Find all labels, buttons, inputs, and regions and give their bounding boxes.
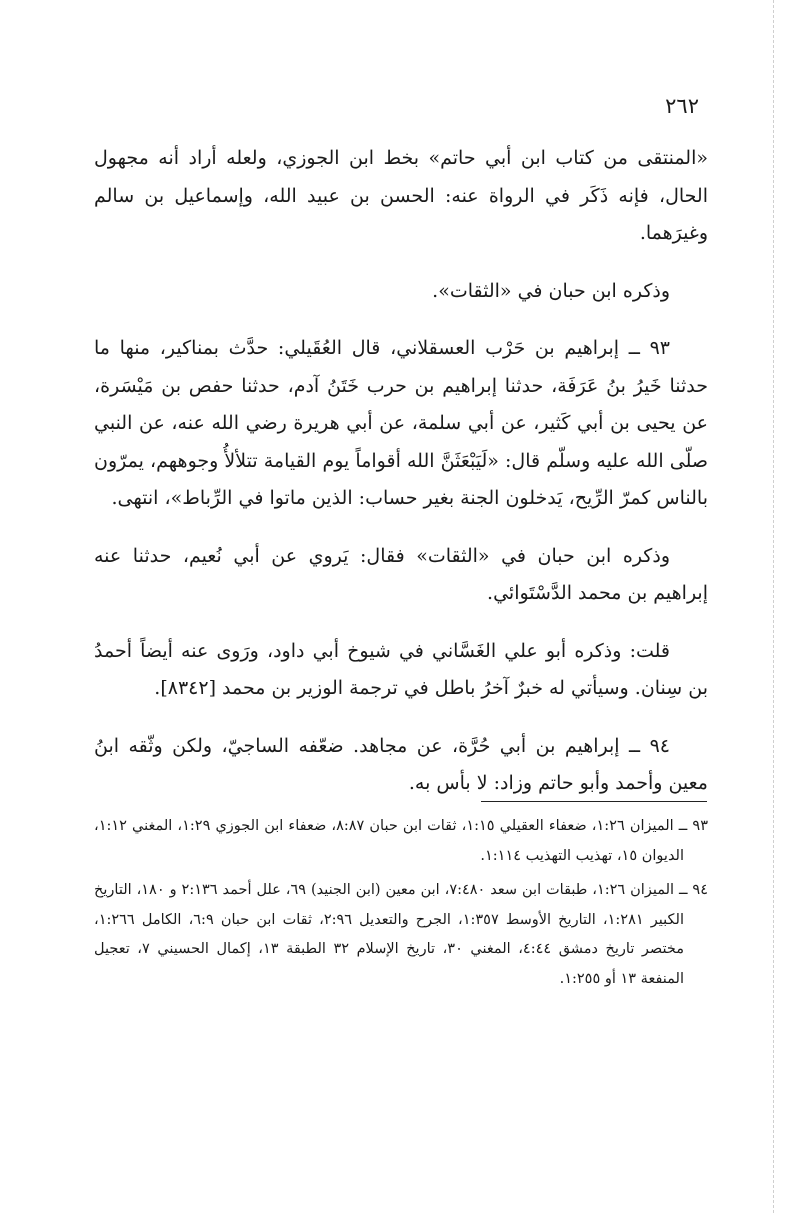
paragraph-thiqat-note: وذكره ابن حبان في «الثقات» فقال: يَروي عن أبي نُعيم، حدثنا عنه إبراهيم بن محمد الدَّسْتَوائي.	[94, 544, 708, 604]
entry-94: ٩٤ ــ إبراهيم بن أبي حُرَّة، عن مجاهد. ضعّفه الساجيّ، ولكن وثّقه ابنُ معين وأحمد وأبو حاتم وزاد: لا بأس به.	[94, 734, 708, 794]
page-number: ٢٦٢	[665, 94, 699, 118]
footnote-94: ٩٤ ــ الميزان ١:٢٦، طبقات ابن سعد ٧:٤٨٠، ابن معين (ابن الجنيد) ٦٩، علل أحمد ٢:١٣٦ و ١٨٠، التاريخ الكبير ١:٢٨١، التاريخ الأوسط ١:٣٥٧، الجرح والتعديل ٢:٩٦، ثقات ابن حبان ٦:٩، الكامل ١:٢٦٦، مختصر تاريخ دمشق ٤:٤٤، المغني ٣٠، تاريخ الإسلام ٣٢ الطبقة ١٣، إكمال الحسيني ٧، تعجيل المنفعة ١٣ أو ١:٢٥٥.	[94, 882, 708, 987]
footnotes	[94, 812, 708, 999]
paragraph-qult-note: قلت: وذكره أبو علي الغَسَّاني في شيوخ أبي داود، ورَوى عنه أيضاً أحمدُ بن سِنان. وسيأتي له خبرٌ آخرُ باطل في ترجمة الوزير بن محمد [٨٣٤٢].	[94, 639, 708, 699]
footnote-93: ٩٣ ــ الميزان ١:٢٦، ضعفاء العقيلي ١:١٥، ثقات ابن حبان ٨:٨٧، ضعفاء ابن الجوزي ١:٢٩، المغني ١:١٢، الديوان ١٥، تهذيب التهذيب ١:١١٤.	[94, 818, 708, 864]
entry-93: ٩٣ ــ إبراهيم بن حَرْب العسقلاني، قال العُقَيلي: حدَّث بمناكير، منها ما حدثنا خَيرُ بنُ عَرَفَة، حدثنا إبراهيم بن حرب خَتَنُ آدم، حدثنا حفص بن مَيْسَرة، عن يحيى بن أبي كَثير، عن أبي سلمة، عن أبي هريرة رضي الله عنه، عن النبي صلّى الله عليه وسلّم قال: «لَيَبْعَثَنَّ الله أقواماً يوم القيامة تتلألأُ وجوههم، يمرّون بالناس كمرّ الرِّيح، يَدخلون الجنة بغير حساب: الذين ماتوا في الرِّباط»، انتهى.	[94, 337, 708, 509]
paragraph-ibn-hibban-note: وذكره ابن حبان في «الثقات».	[432, 279, 670, 302]
paragraph-continuation: «المنتقى من كتاب ابن أبي حاتم» بخط ابن الجوزي، ولعله أراد أنه مجهول الحال، فإنه ذَكَر في الرواة عنه: الحسن بن عبيد الله، وإسماعيل بن سالم وغيرَهما.	[94, 147, 708, 244]
footnote-separator	[481, 801, 707, 802]
scan-edge-line	[773, 0, 774, 1213]
main-text	[94, 140, 708, 803]
